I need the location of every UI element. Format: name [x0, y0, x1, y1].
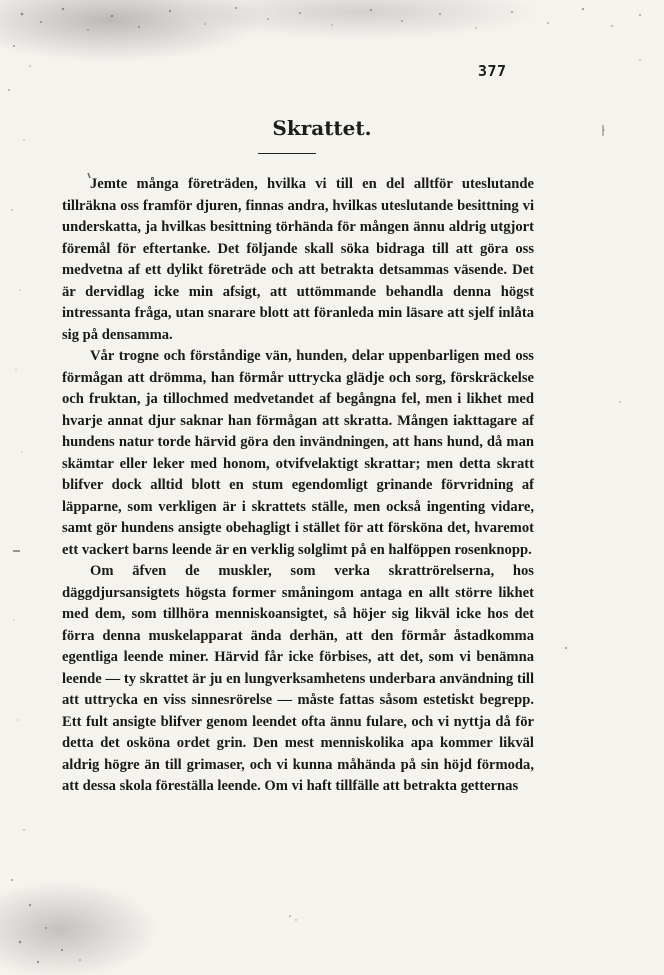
paragraph-2: Vår trogne och förståndige vän, hunden, delar uppenbarligen med oss förmågan att drömma, han förmår uttrycka glädje och sorg, förskräckelse och fruktan, ja tillochmed medvetandet af begångna fel, men i likhet med hvarje annat djur saknar han förmågan att skratta. Mången iakttagare af hundens natur torde härvid göra den invändningen, att hans hund, då man skämtar eller leker med honom, otvifvelaktigt skrattar; men detta skratt blifver dock alltid blott en stum egendomligt grinande förvridning af läpparne, som verkligen är i skrattets ställe, men också ingenting vidare, samt gör hundens ansigte obehagligt i stället för att försköna det, hvaremot ett vackert barns leende är en verklig solglimt på en halföppen rosenknopp.: [62, 348, 534, 558]
chapter-title: Skrattet.: [272, 116, 372, 140]
title-divider: [258, 153, 316, 154]
paragraph-1: Jemte många företräden, hvilka vi till en del alltför uteslutande tillräkna oss framför djuren, finnas andra, hvilkas uteslutande besittning vi underskatta, ja hvilkas besittning törhända för mången ännu aldrig utgjort föremål för eftertanke. Det följande skall söka bidraga till att göra oss medvetna af ett dylikt företräde och att betrakta detsammas väsende. Det är dervidlag icke min afsigt, att uttömmande behandla denna högst intressanta fråga, utan snarare blott att föranleda min läsare att sjelf inlåta sig på densamma.: [62, 176, 534, 343]
page-number: 377: [478, 62, 507, 80]
body-text: [62, 174, 534, 798]
paragraph-3: Om äfven de muskler, som verka skrattrörelserna, hos däggdjursansigtets högsta former småningom antaga en allt större likhet med dem, som tillhöra menniskoansigtet, så höjer sig likväl icke hos det förra denna muskelapparat ända derhän, att den förmår åstadkomma egentliga leende miner. Härvid får icke förbises, att det, som vi benämna leende — ty skrattet är ju en lungverksamhetens underbara användning till att uttrycka en viss sinnesrörelse — måste fattas såsom estetiskt begrepp. Ett fult ansigte blifver genom leendet ofta ännu fulare, och vi nyttja då för detta det osköna ordet grin. Den mest menniskolika apa kommer likväl aldrig högre än till grimaser, och vi kunna måhända på sin höjd förmoda, att dessa skola föreställa leende. Om vi haft tillfälle att betrakta getternas: [62, 563, 534, 794]
